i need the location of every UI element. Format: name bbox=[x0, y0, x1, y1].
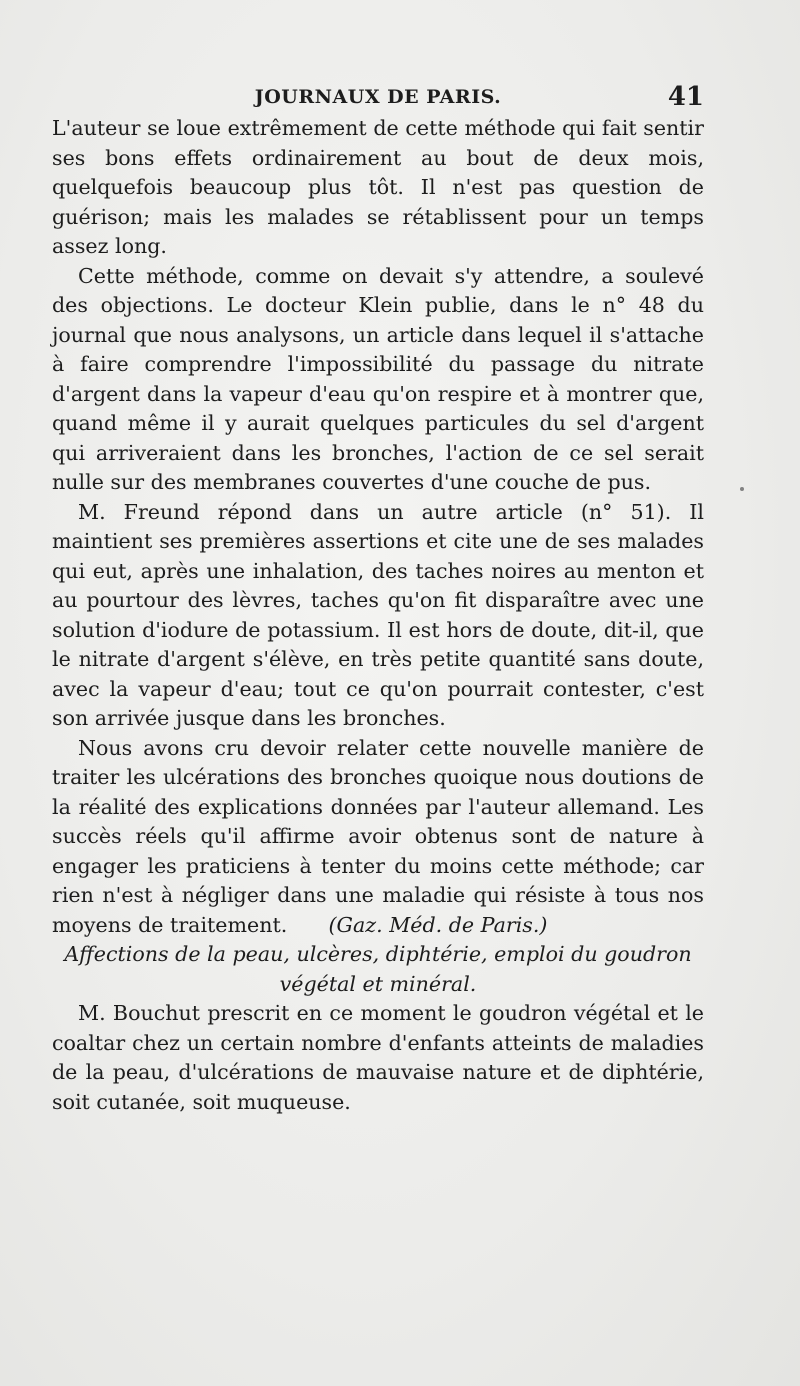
running-title: JOURNAUX DE PARIS. bbox=[254, 86, 502, 108]
citation: (Gaz. Méd. de Paris.) bbox=[328, 912, 548, 937]
paragraph-4-text: Nous avons cru devoir relater cette nouvelle manière de traiter les ulcérations des bronches quoique nous doutions de la réalité des explications données par l'auteur allemand. Les succès réels qu'il affirme avoir obtenus sont de nature à engager les praticiens à tenter du moins cette méthode; car rien n'est à négliger dans une maladie qui résiste à tous nos moyens de traitement. bbox=[52, 735, 704, 937]
section-heading: Affections de la peau, ulcères, diphtérie, emploi du goudron végétal et minéral. bbox=[64, 942, 692, 996]
running-head bbox=[52, 84, 704, 114]
page-number: 41 bbox=[667, 82, 704, 112]
paragraph-1: L'auteur se loue extrêmement de cette méthode qui fait sentir ses bons effets ordinairement au bout de deux mois, quelquefois beaucoup plus tôt. Il n'est pas question de guérison; mais les malades se rétablissent pour un temps assez long. bbox=[52, 116, 704, 258]
paragraph-4 bbox=[52, 734, 704, 941]
paragraph-3: M. Freund répond dans un autre article (n° 51). Il maintient ses premières assertions et cite une de ses malades qui eut, après une inhalation, des taches noires au menton et au pourtour des lèvres, taches qu'on fit disparaître avec une solution d'iodure de potassium. Il est hors de doute, dit-il, que le nitrate d'argent s'élève, en très petite quantité sans doute, avec la vapeur d'eau; tout ce qu'on pourrait contester, c'est son arrivée jusque dans les bronches. bbox=[52, 499, 704, 730]
paragraph-5: M. Bouchut prescrit en ce moment le goudron végétal et le coaltar chez un certain nombre d'enfants atteints de maladies de la peau, d'ulcérations de mauvaise nature et de diphtérie, soit cutanée, soit muqueuse. bbox=[52, 1001, 704, 1114]
paragraph-2: Cette méthode, comme on devait s'y attendre, a soulevé des objections. Le docteur Klein publie, dans le n° 48 du journal que nous analysons, un article dans lequel il s'attache à faire comprendre l'impossibilité du passage du nitrate d'argent dans la vapeur d'eau qu'on respire et à montrer que, quand même il y aurait quelques particules du sel d'argent qui arriveraient dans les bronches, l'action de ce sel serait nulle sur des membranes couvertes d'une couche de pus. bbox=[52, 263, 704, 494]
body-text bbox=[52, 114, 704, 1117]
margin-speck bbox=[740, 487, 744, 491]
